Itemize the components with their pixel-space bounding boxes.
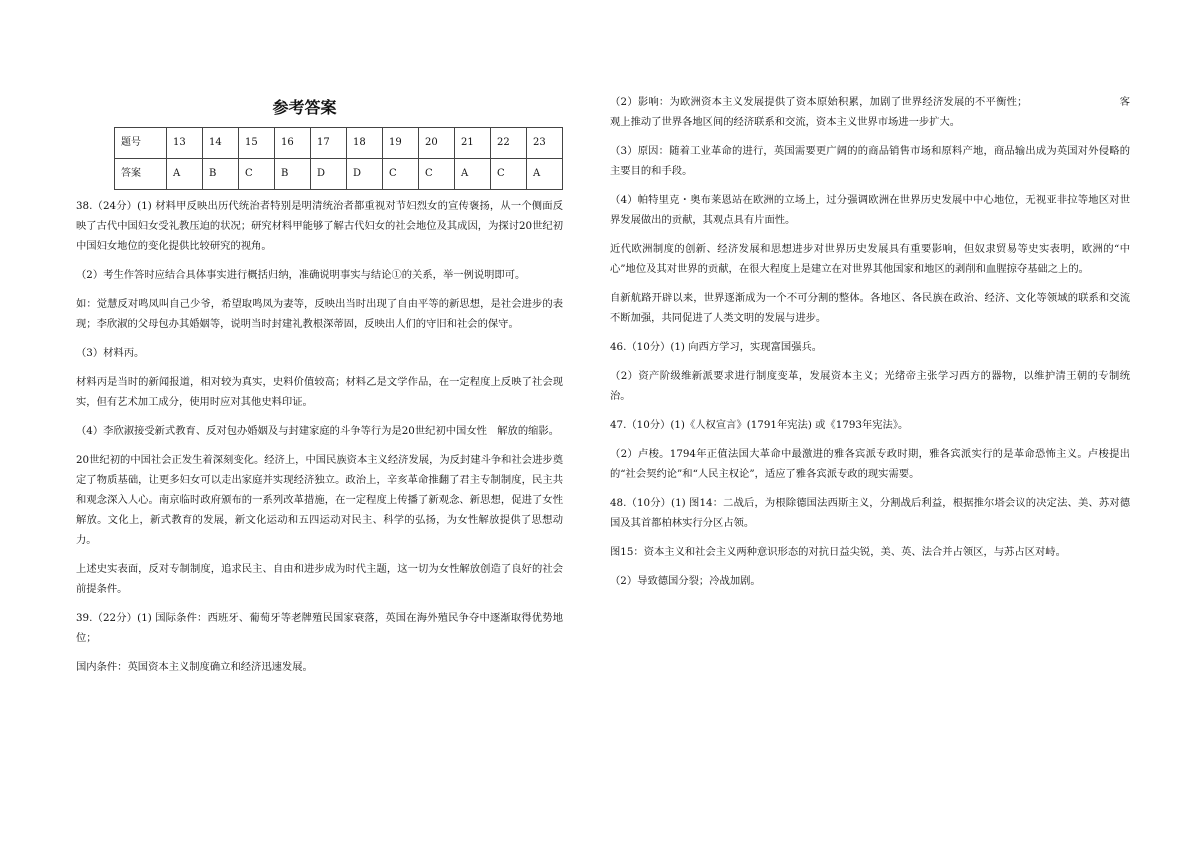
answer-cell: C [419,159,455,190]
answer-38-4-context: 20世纪初的中国社会正发生着深刻变化。经济上，中国民族资本主义经济发展，为反封建斗争和社会进步奠定了物质基础，让更多妇女可以走出家庭并实现经济独立。政治上，辛亥革命推翻了君主专制制度，民主共和观念深入人心。南京临时政府颁布的一系列改革措施，在一定程度上传播了新观念、新思想，促进了女性解放。文化上，新式教育的发展，新文化运动和五四运动对民主、科学的弘扬，为女性解放提供了思想动力。 [76,454,563,546]
answer-48-2: （2）导致德国分裂；冷战加剧。 [610,575,761,587]
answer-46-1: 46.（10分）(1) 向西方学习，实现富国强兵。 [610,341,823,353]
answer-cell: A [455,159,491,190]
answer-38-4-conclusion: 上述史实表面，反对专制制度，追求民主、自由和进步成为时代主题，这一切为女性解放创造了良好的社会前提条件。 [76,563,563,595]
answer-39-4-detail: 近代欧洲制度的创新、经济发展和思想进步对世界历史发展具有重要影响，但奴隶贸易等史实表明，欧洲的“中心”地位及其对世界的贡献，在很大程度上是建立在对世界其他国家和地区的剥削和血腥掠夺基础之上的。 [610,243,1130,275]
question-number: 18 [347,128,383,159]
answer-cell: C [383,159,419,190]
answer-cell: A [167,159,203,190]
question-number: 21 [455,128,491,159]
answer-39-3: （3）原因：随着工业革命的进行，英国需要更广阔的的商品销售市场和原料产地，商品输出成为英国对外侵略的主要目的和手段。 [610,145,1130,177]
question-number: 14 [203,128,239,159]
answer-39-1: 39.（22分）(1) 国际条件：西班牙、葡萄牙等老牌殖民国家衰落，英国在海外殖民争夺中逐渐取得优势地位； [76,612,563,644]
right-column [610,92,1130,600]
answer-39-2 [610,92,1130,132]
question-number: 19 [383,128,419,159]
answer-cell: B [275,159,311,190]
page-title: 参考答案 [272,98,337,117]
answer-38-3-reason: 材料丙是当时的新闻报道，相对较为真实，史料价值较高；材料乙是文学作品，在一定程度上反映了社会现实，但有艺术加工成分，使用时应对其他史料印证。 [76,376,563,408]
answer-47-2: （2）卢梭。1794年正值法国大革命中最激进的雅各宾派专政时期，雅各宾派实行的是革命恐怖主义。卢梭提出的“社会契约论”和“人民主权论”，适应了雅各宾派专政的现实需要。 [610,448,1130,480]
answer-cell: A [527,159,563,190]
question-number: 16 [275,128,311,159]
question-number: 22 [491,128,527,159]
answer-47-1: 47.（10分）(1)《人权宣言》(1791年宪法) 或《1793年宪法》。 [610,419,909,431]
answer-table-header-row [115,128,563,159]
answer-cell: D [347,159,383,190]
answer-cell: D [311,159,347,190]
answer-38-2: （2）考生作答时应结合具体事实进行概括归纳，准确说明事实与结论①的关系，举一例说明即可。 [76,269,526,281]
left-column [76,96,563,686]
question-number: 23 [527,128,563,159]
answer-table [114,127,563,190]
answer-38-2-example: 如：觉慧反对鸣凤叫自己少爷，希望取鸣凤为妻等，反映出当时出现了自由平等的新思想，是社会进步的表现；李欣淑的父母包办其婚姻等，说明当时封建礼教根深蒂固，反映出人们的守旧和社会的保守。 [76,298,563,330]
answer-cell: C [491,159,527,190]
answer-48-1: 48.（10分）(1) 图14：二战后，为根除德国法西斯主义，分割战后利益，根据推尔塔会议的决定法、美、苏对德国及其首都柏林实行分区占领。 [610,497,1130,529]
answer-39-2-part-a: （2）影响：为欧洲资本主义发展提供了资本原始积累，加剧了世界经济发展的不平衡性； [610,96,1028,108]
question-number: 15 [239,128,275,159]
answer-48-1-fig15: 图15：资本主义和社会主义两种意识形态的对抗日益尖锐，美、英、法合并占领区，与苏占区对峙。 [610,546,1066,558]
question-number: 13 [167,128,203,159]
answer-46-2: （2）资产阶级维新派要求进行制度变革，发展资本主义；光绪帝主张学习西方的器物，以维护清王朝的专制统治。 [610,370,1130,402]
answer-cell: B [203,159,239,190]
table-answer-label: 答案 [115,159,167,190]
question-number: 17 [311,128,347,159]
answer-39-2-part-b: 客观上推动了世界各地区间的经济联系和交流，资本主义世界市场进一步扩大。 [610,96,1130,128]
answer-38-1: 38.（24分）(1) 材料甲反映出历代统治者特别是明清统治者都重视对节妇烈女的宣传褒扬，从一个侧面反映了古代中国妇女受礼教压迫的状况；研究材料甲能够了解古代妇女的社会地位及其成因，为探讨20世纪初中国妇女地位的变化提供比较研究的视角。 [76,200,563,252]
answer-38-4: （4）李欣淑接受新式教育、反对包办婚姻及与封建家庭的斗争等行为是20世纪初中国女性 解放的缩影。 [76,425,560,437]
answer-39-4: （4）帕特里克・奥布莱恩站在欧洲的立场上，过分强调欧洲在世界历史发展中中心地位，无视亚非拉等地区对世界发展做出的贡献，其观点具有片面性。 [610,194,1130,226]
answer-cell: C [239,159,275,190]
answer-table-answer-row [115,159,563,190]
answer-39-1-domestic: 国内条件：英国资本主义制度确立和经济迅速发展。 [76,661,313,673]
question-number: 20 [419,128,455,159]
answer-39-4-conclusion: 自新航路开辟以来，世界逐渐成为一个不可分割的整体。各地区、各民族在政治、经济、文化等领域的联系和交流不断加强，共同促进了人类文明的发展与进步。 [610,292,1130,324]
table-header-label: 题号 [115,128,167,159]
answer-38-3: （3）材料丙。 [76,347,145,359]
